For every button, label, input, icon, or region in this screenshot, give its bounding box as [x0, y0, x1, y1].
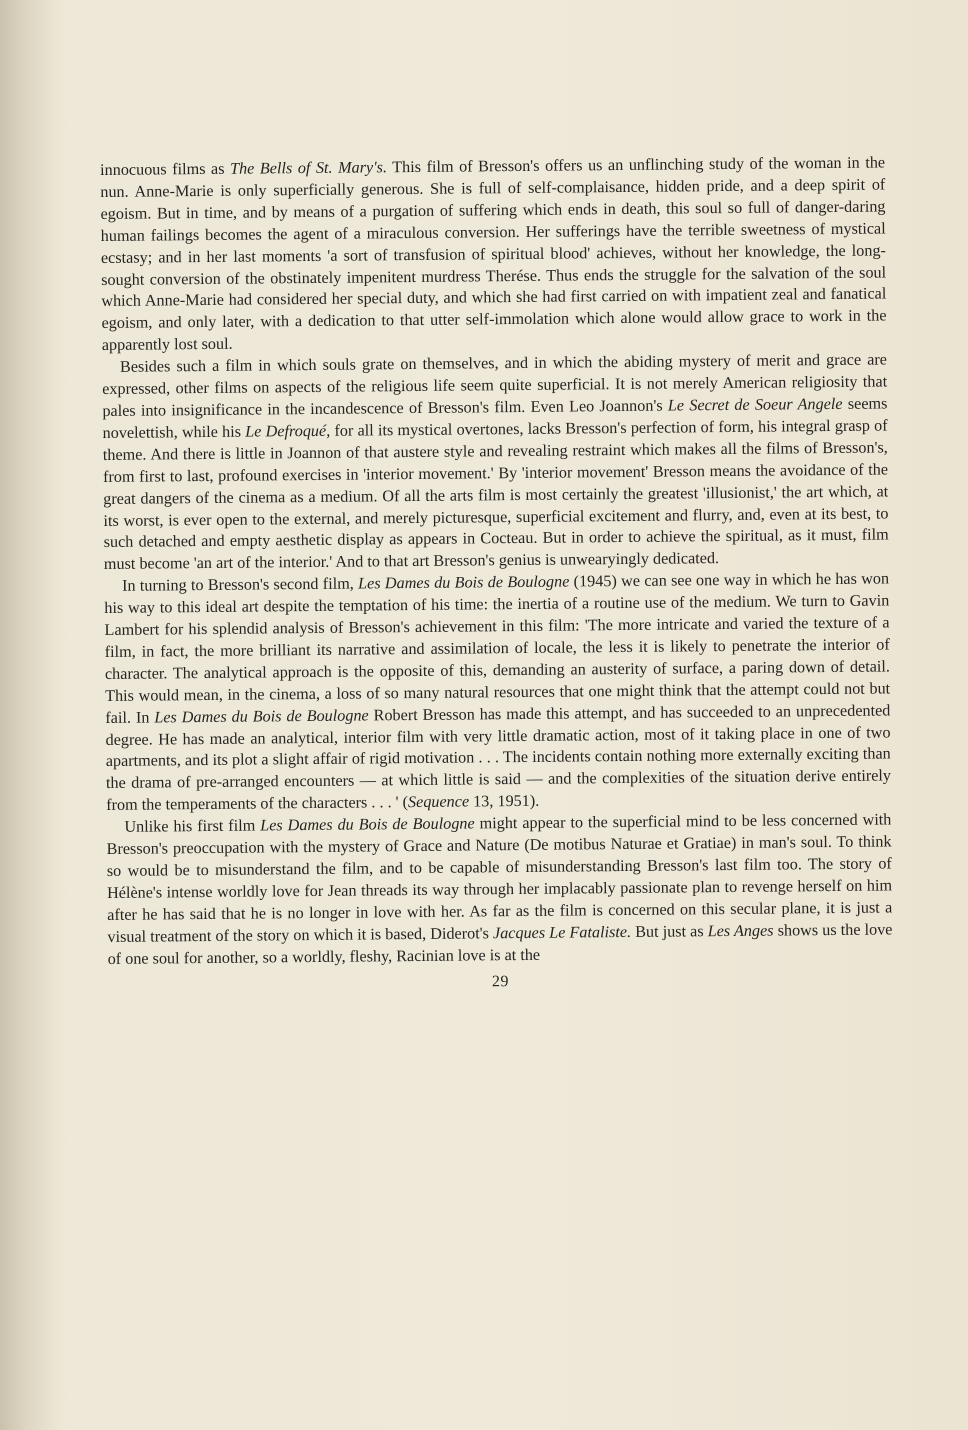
film-title-italic: Les Anges	[707, 921, 774, 940]
text-run: innocuous films as	[100, 159, 231, 179]
film-title-italic: The Bells of St. Mary's.	[229, 158, 388, 178]
binding-shadow	[0, 0, 58, 1430]
text-run: But just as	[630, 921, 708, 941]
text-run: shows us the love of one soul for another, so a worldly, fleshy, Racinian love is at the	[107, 920, 893, 968]
journal-title-italic: Sequence	[407, 792, 470, 812]
text-run: might appear to the superficial mind to be less concerned with Bresson's preoccupation with the mystery of Grace and Nature (De motibus Naturae et Gratiae) in man's soul. To think so would be to misunderstand the film, and to be capable of misunderstanding Bresson's last film too. The story of Hélène's intense worldly love for Jean threads its way through her implacably passionate plan to revenge herself on him after he has said that he is no longer in love with her. As far as the film is concerned on this secular plane, it is just a visual treatment of the story on which it is based, Diderot's	[106, 810, 893, 946]
text-run: Unlike his first film	[124, 816, 261, 836]
film-title-italic: Les Dames du Bois de Boulogne	[358, 572, 570, 593]
paragraph-2	[102, 350, 889, 577]
page-number: 29	[491, 972, 509, 990]
paragraph-1	[100, 152, 887, 357]
book-title-italic: Jacques Le Fataliste.	[492, 922, 632, 942]
film-title-italic: Les Dames du Bois de Boulogne	[260, 814, 475, 835]
text-run: for all its mystical overtones, lacks Bresson's perfection of form, his integral grasp of theme. And there is little in Joannon of that austere style and revealing restraint which makes all the films of Bresson's, from first to last, profound exercises in 'interior movement.' By 'interior movement' Bresson means the avoidance of the great dangers of the cinema as a medium. Of all the arts film is most certainly the greatest 'illusionist,' the art which, at its worst, is ever open to the external, and merely picturesque, superficial excitement and flurry, and, even at its best, to such detached and empty aesthetic display as appears in Cocteau. But in order to achieve the spiritual, as it must, film must become 'an art of the interior.' And to that art Bresson's genius is unwearyingly dedicated.	[102, 416, 889, 574]
text-run: In turning to Bresson's second film,	[122, 574, 359, 596]
film-title-italic: Le Secret de Soeur Angele	[667, 394, 843, 415]
text-run: (1945) we can see one way in which he has won his way to this ideal art despite the temptation of his time: the inertia of a routine use of the medium. We turn to Gavin Lambert for his splendid analysis of Bresson's achievement in this film: 'The more intricate and varied the texture of a film, in fact, the more brilliant its narrative and assimilation of locale, the less it is likely to penetrate the interior of character. The analytical approach is the opposite of this, demanding an austerity of surface, a paring down of detail. This would mean, in the cinema, a loss of so many natural resources that one might think that the attempt could not but fail. In	[104, 569, 891, 727]
text-run: Besides such a film in which souls grate on themselves, and in which the abiding mystery of merit and grace are expressed, other films on aspects of the religious life seem quite superficial. It is not merely American religiosity that pales into insignificance in the incandescence of Bresson's film. Even Leo Joannon's	[102, 350, 888, 420]
text-run: 13, 1951).	[469, 792, 540, 811]
paragraph-4	[106, 810, 892, 971]
film-title-italic: Le Defroqué,	[245, 421, 331, 441]
paragraph-3	[104, 569, 891, 817]
text-run: This film of Bresson's offers us an unflinching study of the woman in the nun. Anne-Marie is only superficially generous. She is full of self-complaisance, hidden pride, and a deep spirit of egoism. But in time, and by means of a purgation of suffering which ends in death, this soul so full of danger-daring human failings becomes the agent of a miraculous conversion. Her sufferings have the terrible sweetness of mystical ecstasy; and in her last moments 'a sort of transfusion of spiritual blood' achieves, without her knowledge, the long-sought conversion of the obstinately impenitent murdress Therése. Thus ends the struggle for the salvation of the soul which Anne-Marie had considered her special duty, and which she had first carried on with impatient zeal and fanatical egoism, and only later, with a dedication to that utter self-immolation which alone would allow grace to work in the apparently lost soul.	[100, 153, 887, 355]
film-title-italic: Les Dames du Bois de Boulogne	[154, 706, 369, 727]
text-block	[100, 152, 893, 994]
text-run: seems novelettish, while his	[102, 394, 888, 442]
text-run: Robert Bresson has made this attempt, and has succeeded to an unprecedented degree. He has made an analytical, interior film with very little dramatic action, most of it taking place in one of two apartments, and its plot a slight affair of rigid motivation . . . The incidents contain nothing more externally exciting than the drama of pre-arranged encounters — at which little is said — and the complexities of the situation derive entirely from the temperaments of the characters . . . ' (	[105, 701, 892, 815]
